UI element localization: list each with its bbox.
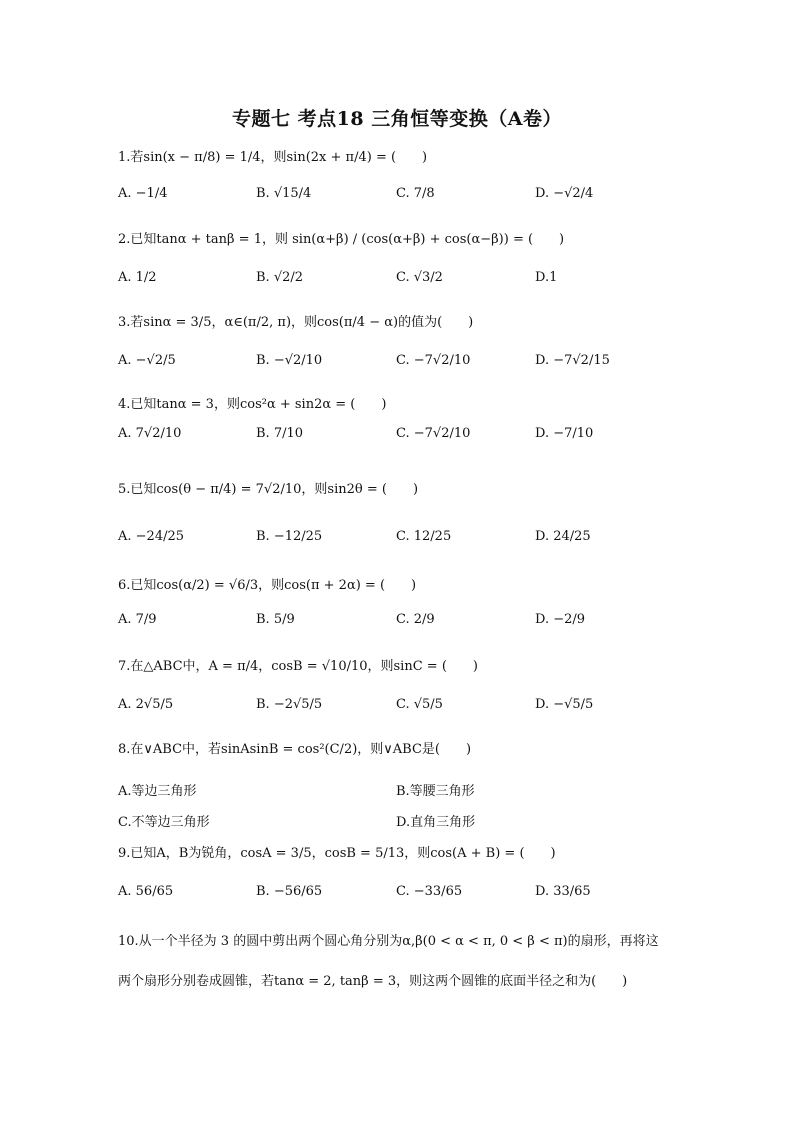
question-1-stem: 1.若sin(x − π/8) = 1/4，则sin(2x + π/4) = ( ): [118, 150, 428, 165]
question-3-option-a: A. −√2/5: [118, 353, 176, 368]
question-1-option-a: A. −1/4: [118, 186, 168, 201]
question-3-option-d: D. −7√2/15: [535, 353, 610, 368]
question-2-option-a: A. 1/2: [118, 270, 157, 285]
question-7-option-b: B. −2√5/5: [256, 697, 323, 712]
question-7-option-a: A. 2√5/5: [118, 697, 174, 712]
question-10-stem-line-1: 10.从一个半径为 3 的圆中剪出两个圆心角分别为α,β(0 < α < π, 0 < β < π)的扇形，再将这: [118, 934, 659, 949]
question-3-option-b: B. −√2/10: [256, 353, 323, 368]
question-5-option-c: C. 12/25: [396, 529, 452, 544]
question-9-stem: 9.已知A，B为锐角，cosA = 3/5，cosB = 5/13，则cos(A + B) = ( ): [118, 846, 556, 861]
question-6-stem: 6.已知cos(α/2) = √6/3，则cos(π + 2α) = ( ): [118, 578, 417, 593]
question-2-stem: 2.已知tanα + tanβ = 1，则 sin(α+β) / (cos(α+β) + cos(α−β)) = ( ): [118, 232, 565, 247]
question-3-stem: 3.若sinα = 3/5，α∈(π/2, π)，则cos(π/4 − α)的值为( ): [118, 315, 474, 330]
question-7-option-d: D. −√5/5: [535, 697, 594, 712]
question-2-option-c: C. √3/2: [396, 270, 443, 285]
question-8-stem: 8.在∨ABC中，若sinAsinB = cos²(C/2)，则∨ABC是( ): [118, 742, 472, 757]
question-8-option-b: B.等腰三角形: [396, 784, 475, 799]
page-title: 专题七 考点18 三角恒等变换（A卷）: [232, 108, 562, 130]
question-1-option-b: B. √15/4: [256, 186, 312, 201]
question-7-option-c: C. √5/5: [396, 697, 443, 712]
question-1-option-c: C. 7/8: [396, 186, 435, 201]
question-4-stem: 4.已知tanα = 3，则cos²α + sin2α = ( ): [118, 397, 387, 412]
question-5-option-b: B. −12/25: [256, 529, 323, 544]
question-4-option-a: A. 7√2/10: [118, 426, 182, 441]
question-9-option-d: D. 33/65: [535, 884, 591, 899]
question-4-option-d: D. −7/10: [535, 426, 594, 441]
question-6-option-b: B. 5/9: [256, 612, 295, 627]
question-6-option-c: C. 2/9: [396, 612, 435, 627]
question-8-option-c: C.不等边三角形: [118, 815, 210, 830]
question-9-option-b: B. −56/65: [256, 884, 323, 899]
question-1-option-d: D. −√2/4: [535, 186, 594, 201]
question-4-option-c: C. −7√2/10: [396, 426, 471, 441]
question-9-option-a: A. 56/65: [118, 884, 174, 899]
question-3-option-c: C. −7√2/10: [396, 353, 471, 368]
question-5-option-d: D. 24/25: [535, 529, 591, 544]
question-6-option-d: D. −2/9: [535, 612, 586, 627]
question-10-stem-line-2: 两个扇形分别卷成圆锥，若tanα = 2, tanβ = 3，则这两个圆锥的底面半径之和为( ): [118, 974, 628, 989]
question-5-option-a: A. −24/25: [118, 529, 185, 544]
question-6-option-a: A. 7/9: [118, 612, 157, 627]
question-8-option-a: A.等边三角形: [118, 784, 197, 799]
question-8-option-d: D.直角三角形: [396, 815, 476, 830]
question-4-option-b: B. 7/10: [256, 426, 304, 441]
question-7-stem: 7.在△ABC中，A = π/4，cosB = √10/10，则sinC = ( ): [118, 659, 478, 674]
question-9-option-c: C. −33/65: [396, 884, 463, 899]
question-5-stem: 5.已知cos(θ − π/4) = 7√2/10，则sin2θ = ( ): [118, 482, 419, 497]
question-2-option-b: B. √2/2: [256, 270, 304, 285]
question-2-option-d: D.1: [535, 270, 558, 285]
